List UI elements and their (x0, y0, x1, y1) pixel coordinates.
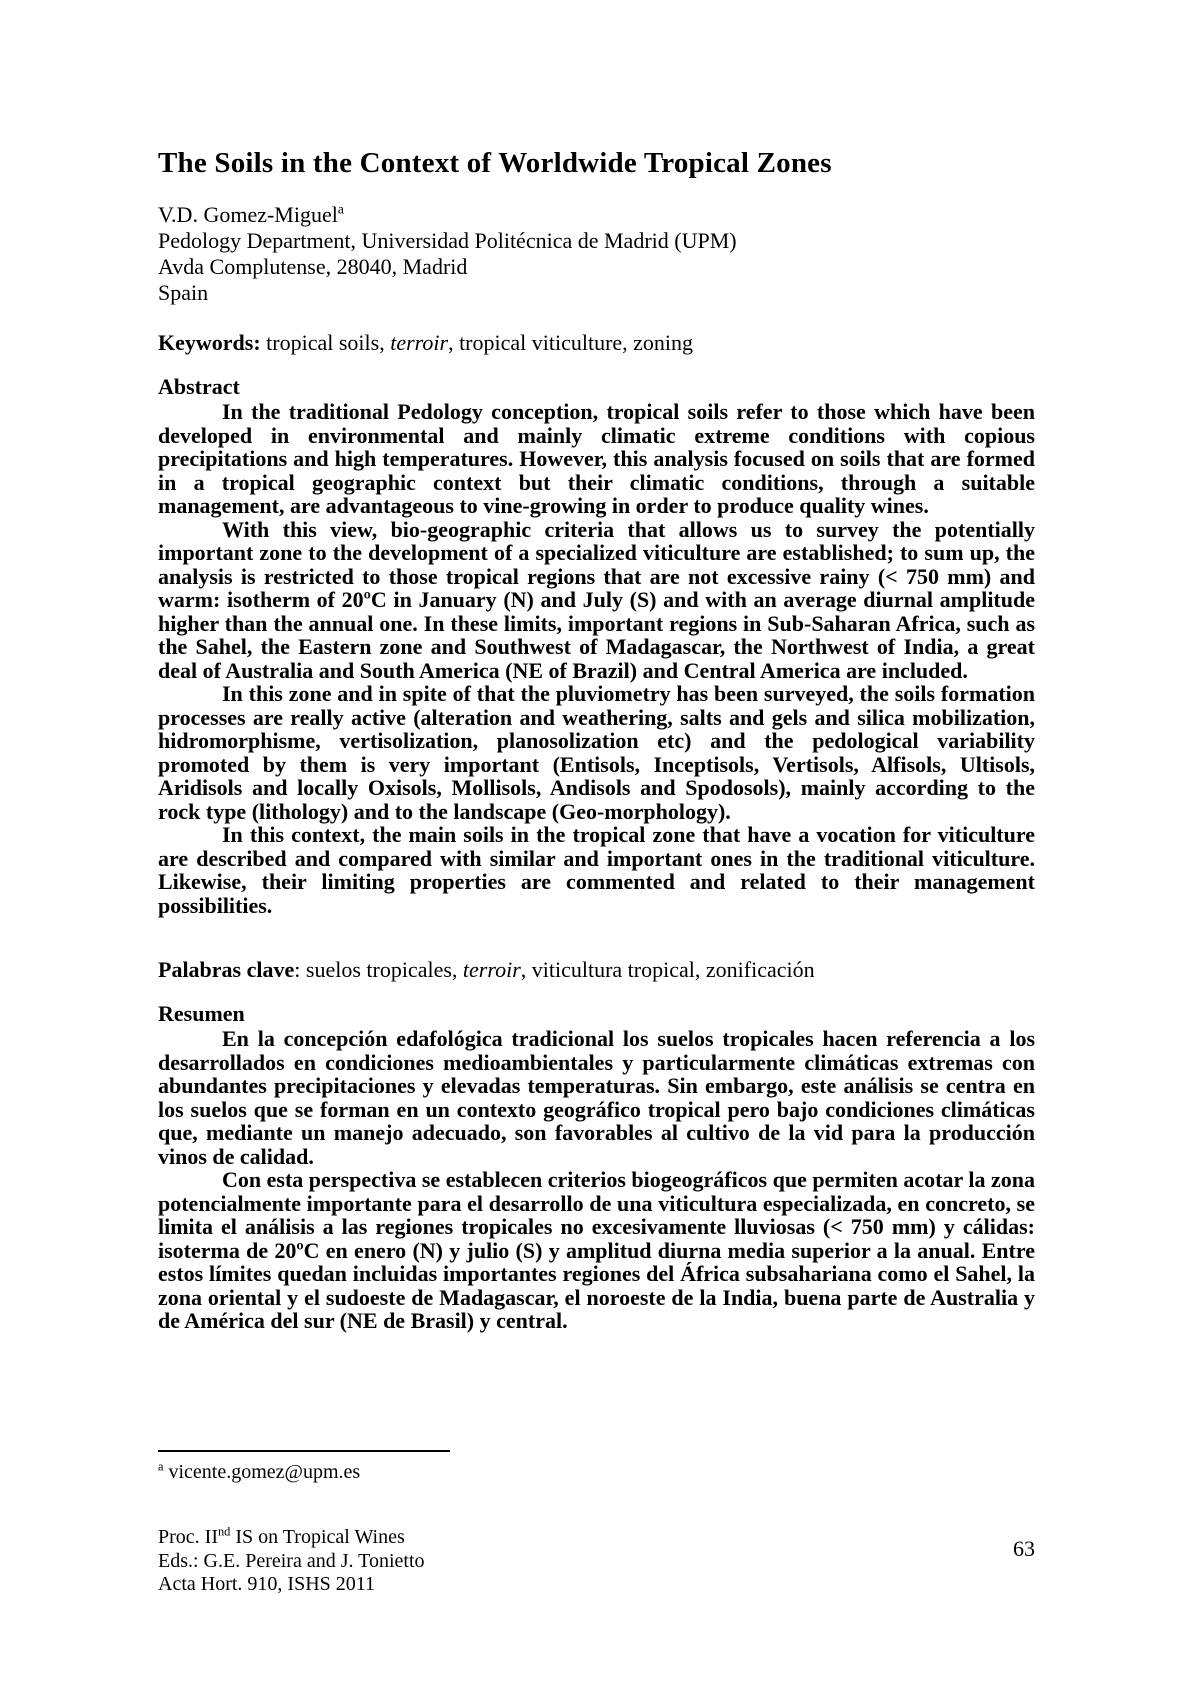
author-block (158, 202, 1035, 306)
abstract-heading: Abstract (158, 374, 240, 399)
resumen-body (158, 1027, 1035, 1333)
abstract-paragraph-3: In this zone and in spite of that the pluviometry has been surveyed, the soils formation processes are really active (alteration and weathering, salts and gels and silica mobilization, hidromorphisme, vertisolization, planosolization etc) and the pedological variability promoted by them is very important (Entisols, Inceptisols, Vertisols, Alfisols, Ultisols, Aridisols and locally Oxisols, Mollisols, Andisols and Spodosols), mainly according to the rock type (lithology) and to the landscape (Geo-morphology). (158, 681, 1035, 824)
footnote-block (158, 1450, 1035, 1484)
resumen-heading: Resumen (158, 1001, 245, 1026)
palabras-clave-text-post: , viticultura tropical, zonificación (520, 957, 815, 982)
footnote-email-line (158, 1460, 1035, 1484)
palabras-clave-text-pre: : suelos tropicales, (294, 957, 463, 982)
paper-title: The Soils in the Context of Worldwide Tropical Zones (158, 147, 832, 179)
abstract-paragraph-1: In the traditional Pedology conception, tropical soils refer to those which have been developed in environmental and mainly climatic extreme conditions with copious precipitations and high temperatures. However, this analysis focused on soils that are formed in a tropical geographic context but their climatic conditions, through a suitable management, are advantageous to vine-growing in order to produce quality wines. (158, 399, 1035, 518)
author-name: V.D. Gomez-Miguel (158, 202, 338, 227)
page-number: 63 (1013, 1536, 1035, 1561)
abstract-paragraph-4: In this context, the main soils in the tropical zone that have a vocation for viticulture are described and compared with similar and important ones in the traditional viticulture. Likewise, their limiting properties are commented and related to their management possibilities. (158, 822, 1035, 918)
affiliation-line-department: Pedology Department, Universidad Politécnica de Madrid (UPM) (158, 228, 737, 253)
footer-editors-line: Eds.: G.E. Pereira and J. Tonietto (158, 1549, 425, 1572)
affiliation-line-address: Avda Complutense, 28040, Madrid (158, 254, 468, 279)
keywords-label: Keywords: (158, 330, 261, 355)
footnote-separator-rule (158, 1450, 450, 1452)
palabras-clave-label: Palabras clave (158, 957, 295, 982)
footer-proc-post: IS on Tropical Wines (230, 1526, 405, 1548)
resumen-paragraph-1: En la concepción edafológica tradicional los suelos tropicales hacen referencia a los desarrollados en condiciones medioambientales y particularmente climáticas extremas con abundantes precipitaciones y elevadas temperaturas. Sin embargo, este análisis se centra en los suelos que se forman en un contexto geográfico tropical pero bajo condiciones climáticas que, mediante un manejo adecuado, son favorables al cultivo de la vid para la producción vinos de calidad. (158, 1026, 1035, 1169)
footer-proceedings-line (158, 1526, 808, 1550)
keywords-text-pre: tropical soils, (260, 330, 391, 355)
keywords-line (158, 330, 1035, 356)
keywords-text-post: , tropical viticulture, zoning (448, 330, 694, 355)
abstract-paragraph-2: With this view, bio-geographic criteria that allows us to survey the potentially important zone to the development of a specialized viticulture are established; to sum up, the analysis is restricted to those tropical regions that are not excessive rainy (< 750 mm) and warm: isotherm of 20ºC in January (N) and July (S) and with an average diurnal amplitude higher than the annual one. In these limits, important regions in Sub-Saharan Africa, such as the Sahel, the Eastern zone and Southwest of Madagascar, the Northwest of India, a great deal of Australia and South America (NE of Brazil) and Central America are included. (158, 516, 1035, 683)
palabras-clave-italic-term: terroir (462, 957, 521, 982)
footer-proc-superscript: nd (217, 1524, 231, 1539)
author-footnote-marker: a (337, 201, 344, 217)
footnote-email: vicente.gomez@upm.es (163, 1461, 361, 1483)
proceedings-footer (158, 1526, 808, 1597)
keywords-italic-term: terroir (390, 330, 449, 355)
footer-acta-line: Acta Hort. 910, ISHS 2011 (158, 1573, 376, 1595)
footnote-marker: a (158, 1459, 164, 1474)
page-content (158, 148, 1035, 1333)
resumen-paragraph-2: Con esta perspectiva se establecen criterios biogeográficos que permiten acotar la zona potencialmente importante para el desarrollo de una viticultura especializada, en concreto, se limita el análisis a las regiones tropicales no excesivamente lluviosas (< 750 mm) y cálidas: isoterma de 20ºC en enero (N) y julio (S) y amplitud diurna media superior a la anual. Entre estos límites quedan incluidas importantes regiones del África subsahariana como el Sahel, la zona oriental y el sudoeste de Madagascar, el noroeste de la India, buena parte de Australia y de América del sur (NE de Brasil) y central. (158, 1167, 1035, 1333)
footer-proc-pre: Proc. II (158, 1526, 218, 1548)
author-line (158, 202, 1035, 228)
palabras-clave-line (158, 957, 1035, 983)
affiliation-line-country: Spain (158, 280, 209, 305)
abstract-body (158, 400, 1035, 917)
